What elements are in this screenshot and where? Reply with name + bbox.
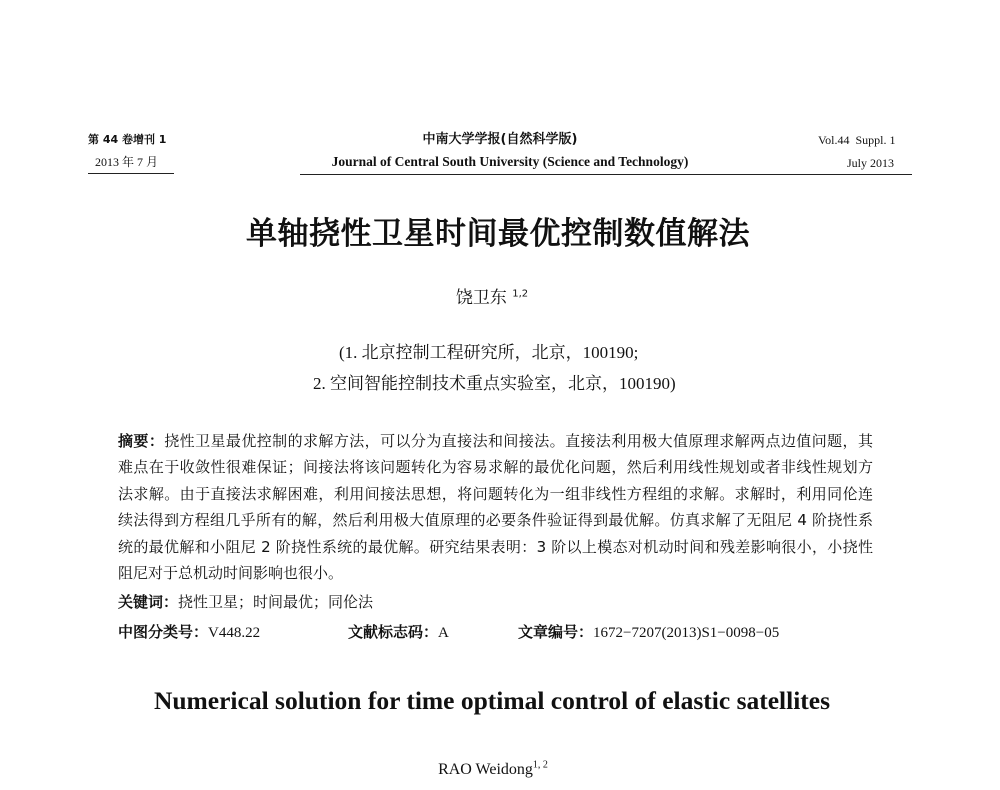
publication-date-en: July 2013 [847,156,895,170]
volume-issue-en: Vol.44 Suppl. 1 [818,133,896,147]
abstract-line: 统的最优解和小阻尼 2 阶挠性系统的最优解。研究结果表明：3 阶以上模态对机动时间和残差影响很小，小挠性 [118,537,873,556]
abstract-text: 挠性卫星最优控制的求解方法，可以分为直接法和间接法。直接法利用极大值原理求解两点边值问题，其 [164,432,873,450]
journal-name-en: Journal of Central South University (Science and Technology) [331,154,689,169]
abstract-line: 法求解。由于直接法求解困难，利用间接法思想，将问题转化为一组非线性方程组的求解。求解时，利用同伦连 [118,484,873,503]
clc-value: V448.22 [208,625,261,641]
abstract-label: 摘要： [118,432,165,450]
clc-label: 中图分类号： [118,623,209,641]
paper-title-cn: 单轴挠性卫星时间最优控制数值解法 [246,216,750,252]
paper-title-en: Numerical solution for time optimal control of elastic satellites [153,686,831,715]
affiliation-2: 2. 空间智能控制技术重点实验室，北京，100190) [313,374,676,393]
abstract-line: 难点在于收敛性很难保证；间接法将该问题转化为容易求解的最优化问题，然后利用线性规划或者非线性规划方 [118,458,873,477]
author-affiliation-marks-en: 1, 2 [532,759,548,771]
article-number-value: 1672−7207(2013)S1−0098−05 [593,625,780,641]
header-rule-right [300,174,912,175]
affiliation-1: (1. 北京控制工程研究所，北京，100190; [339,343,639,362]
author-cn [0,288,984,308]
abstract-line [118,428,873,454]
keywords-text: 挠性卫星；时间最优；同伦法 [178,593,374,611]
author-name-en: RAO Weidong [438,761,533,778]
header-rule-left [88,173,174,174]
abstract-line: 阻尼对于总机动时间影响也很小。 [118,563,344,582]
document-code-value: A [438,625,449,641]
author-name-cn: 饶卫东 [455,288,507,308]
volume-issue-cn: 第 44 卷增刊 1 [88,133,167,146]
journal-name-cn: 中南大学学报(自然科学版) [422,132,578,147]
abstract-line: 续法得到方程组几乎所有的解，然后利用极大值原理的必要条件验证得到最优解。仿真求解了无阻尼 4 阶挠性系 [118,511,873,530]
publication-date-cn: 2013 年 7 月 [95,155,159,169]
article-number [518,619,779,646]
document-code-label: 文献标志码： [348,623,439,641]
keywords [118,589,373,615]
author-affiliation-marks-cn: 1,2 [512,288,529,300]
document-code [348,619,449,646]
article-number-label: 文章编号： [518,623,594,641]
clc-number [118,619,260,646]
author-en [0,760,986,780]
abstract [118,428,873,586]
keywords-label: 关键词： [118,593,179,611]
